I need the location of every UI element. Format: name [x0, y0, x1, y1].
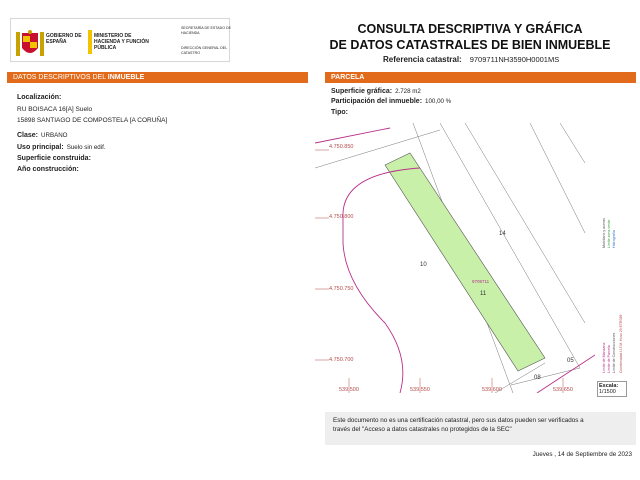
uso-value: Suelo sin edif.: [66, 144, 106, 151]
heading-parcela: PARCELA: [331, 74, 365, 81]
coords-note: Coordenadas U.T.M. Huso 29 ETRS89: [619, 314, 623, 373]
section-heading-inmueble: [7, 72, 308, 83]
legend-item: Limite de Construcciones: [612, 332, 616, 373]
legend-item: Hidrografía: [612, 230, 616, 248]
title-line-2: DE DATOS CATASTRALES DE BIEN INMUEBLE: [329, 38, 611, 52]
parcel-number: 14: [499, 231, 506, 237]
coat-of-arms-icon: [14, 30, 46, 60]
legend-item: Limite zona verde: [607, 219, 611, 248]
participacion-row: [331, 98, 451, 105]
y-label: 4.750.700: [329, 357, 354, 363]
refcat-row: [383, 55, 559, 64]
participacion-label: Participación del inmueble:: [331, 98, 423, 105]
superficie-construida-label: Superficie construida:: [17, 155, 91, 162]
parcel-ref-label: 9709711: [472, 279, 490, 284]
refcat-value[interactable]: 9709711NH3590H0001MS: [469, 55, 560, 64]
anio-construccion-label: Año construcción:: [17, 166, 79, 173]
x-label: 539.600: [482, 387, 502, 393]
clase-value: URBANO: [41, 132, 68, 139]
ministerio-text: MINISTERIO DE HACIENDA Y FUNCIÓN PÚBLICA: [94, 33, 149, 51]
parcel-map[interactable]: [315, 123, 595, 393]
localizacion-label: Localización:: [17, 94, 62, 101]
section-heading-parcela: [325, 72, 636, 83]
direccion-text: DIRECCIÓN GENERAL DEL CATASTRO: [181, 46, 228, 55]
scale-box: [597, 381, 627, 397]
uso-row: [17, 144, 106, 151]
verification-note: [325, 412, 636, 445]
legend-item: Mobiliario y aceras: [602, 218, 606, 248]
map-legend: [597, 123, 627, 380]
document-date: Jueves , 14 de Septiembre de 2023: [532, 451, 632, 458]
secretaria-text: SECRETARÍA DE ESTADO DE HACIENDA: [181, 26, 231, 35]
parcel-number: 08: [534, 375, 541, 381]
legend-item: Limite de Parcela: [607, 345, 611, 373]
superficie-grafica-value: 2.728 m2: [395, 88, 421, 95]
divider-strip: [88, 30, 92, 54]
tipo-label: Tipo:: [331, 109, 348, 116]
x-label: 539.550: [410, 387, 430, 393]
refcat-label: Referencia catastral:: [383, 55, 462, 64]
x-label: 539.650: [553, 387, 573, 393]
parcel-number: 05: [567, 358, 574, 364]
y-label: 4.750.800: [329, 214, 354, 220]
parcel-number: 11: [480, 291, 487, 297]
scale-label: Escala:: [599, 383, 619, 389]
x-label: 539.500: [339, 387, 359, 393]
page-title: [300, 21, 640, 53]
heading-bold: INMUEBLE: [107, 74, 145, 81]
uso-label: Uso principal:: [17, 144, 64, 151]
localizacion-line-2: 15898 SANTIAGO DE COMPOSTELA [A CORUÑA]: [17, 117, 168, 124]
y-label: 4.750.850: [329, 144, 354, 150]
note-line-1: Este documento no es una certificación catastral, pero sus datos pueden ser verificados a: [333, 417, 584, 424]
superficie-grafica-label: Superficie gráfica:: [331, 88, 393, 95]
participacion-value: 100,00 %: [425, 98, 452, 105]
legend-item: Limite de Manzana: [602, 342, 606, 373]
parcel-number: 10: [420, 262, 427, 268]
localizacion-line-1: RU BOISACA 16[A] Suelo: [17, 106, 93, 113]
clase-label: Clase:: [17, 132, 39, 139]
clase-row: [17, 132, 68, 139]
note-line-2: través del "Acceso a datos catastrales no protegidos de la SEC": [333, 426, 512, 433]
gobierno-text: GOBIERNO DE ESPAÑA: [46, 33, 82, 45]
superficie-grafica-row: [331, 88, 421, 95]
heading-prefix: DATOS DESCRIPTIVOS DEL: [13, 74, 106, 81]
title-line-1: CONSULTA DESCRIPTIVA Y GRÁFICA: [357, 22, 583, 36]
scale-value: 1/1500: [599, 389, 616, 395]
legend-items: [602, 218, 623, 373]
y-label: 4.750.750: [329, 286, 354, 292]
